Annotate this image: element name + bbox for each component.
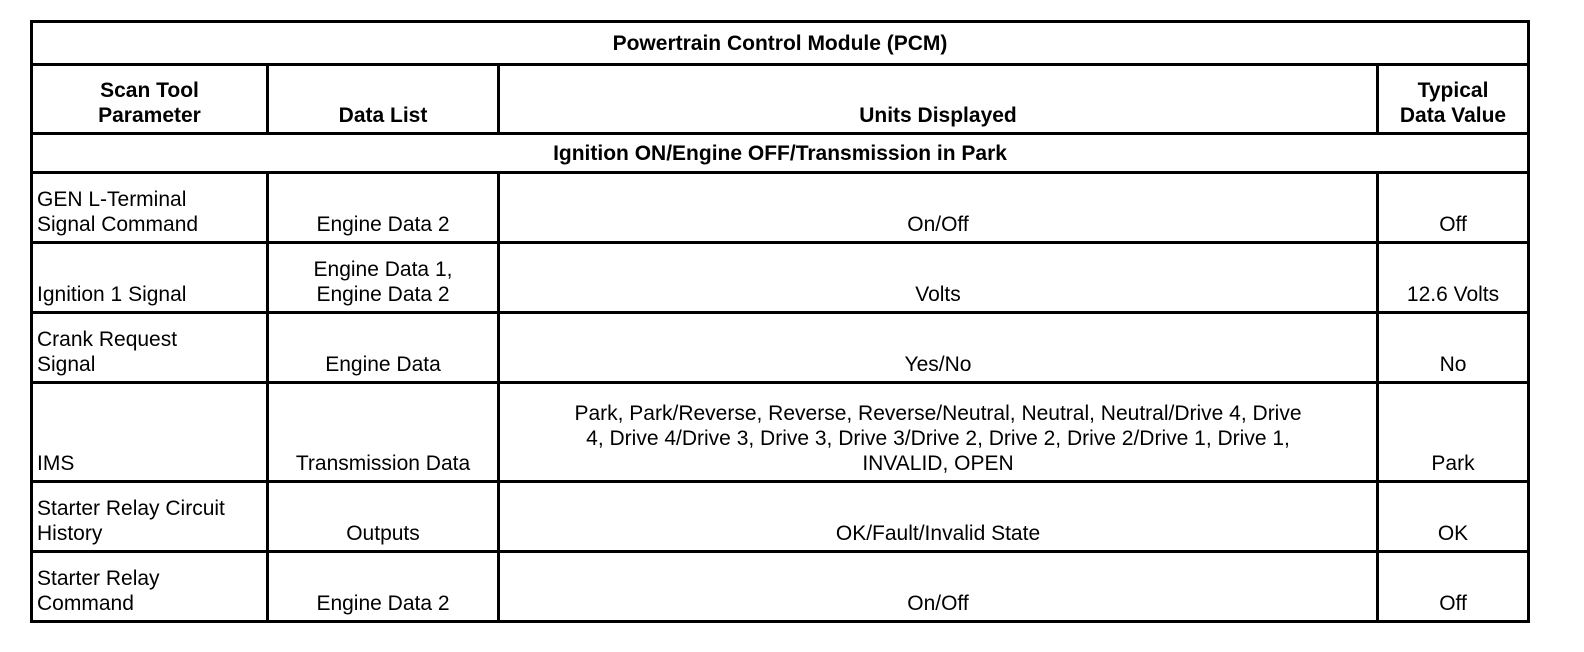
cell-data-list-line: Engine Data 1, (313, 258, 453, 281)
cell-units-displayed (499, 383, 1378, 482)
cell-data-list (268, 482, 499, 552)
cell-parameter-line: Signal (37, 353, 96, 376)
header-data-list: Data List (268, 65, 499, 134)
cell-data-list-line: Engine Data 2 (316, 283, 450, 306)
data-rows (32, 173, 1529, 622)
header-typical-data-value (1378, 65, 1529, 134)
cell-parameter-line: Crank Request (37, 328, 178, 351)
header-units-displayed: Units Displayed (499, 65, 1378, 134)
cell-parameter-line: Signal Command (37, 213, 199, 236)
cell-parameter-line: GEN L-Terminal (37, 188, 187, 211)
table-row (32, 552, 1529, 622)
cell-parameter-line: IMS (37, 452, 75, 475)
cell-data-list-line: Engine Data 2 (316, 213, 450, 236)
cell-data-list-line: Transmission Data (295, 452, 471, 475)
cell-data-list (268, 313, 499, 383)
cell-parameter-line: History (37, 522, 103, 545)
cell-typical-value: No (1378, 313, 1529, 383)
cell-data-list-line: Engine Data (325, 353, 441, 376)
table-row (32, 243, 1529, 313)
cell-units-displayed-line: OK/Fault/Invalid State (835, 522, 1041, 545)
cell-units-displayed-line: 4, Drive 4/Drive 3, Drive 3, Drive 3/Drive 2, Drive 2, Drive 2/Drive 1, Drive 1, (586, 427, 1290, 450)
cell-units-displayed-line: INVALID, OPEN (862, 452, 1014, 475)
table-row (32, 313, 1529, 383)
cell-parameter-line: Starter Relay Circuit (37, 497, 225, 520)
cell-units-displayed-line: On/Off (907, 592, 969, 615)
cell-data-list-line: Outputs (346, 522, 420, 545)
cell-parameter (32, 243, 268, 313)
pcm-data-table (30, 20, 1530, 623)
cell-parameter-line: Starter Relay (37, 567, 160, 590)
cell-parameter (32, 313, 268, 383)
cell-data-list (268, 383, 499, 482)
cell-typical-value: Off (1378, 173, 1529, 243)
cell-typical-value: Off (1378, 552, 1529, 622)
cell-typical-value: 12.6 Volts (1378, 243, 1529, 313)
cell-units-displayed (499, 552, 1378, 622)
title-row (32, 22, 1529, 65)
cell-units-displayed-line: Volts (915, 283, 961, 306)
cell-units-displayed-line: Park, Park/Reverse, Reverse, Reverse/Neutral, Neutral, Neutral/Drive 4, Drive (574, 402, 1302, 425)
cell-parameter-line: Ignition 1 Signal (37, 283, 187, 306)
table-row (32, 482, 1529, 552)
cell-units-displayed (499, 243, 1378, 313)
table-row (32, 383, 1529, 482)
cell-data-list (268, 173, 499, 243)
section-heading: Ignition ON/Engine OFF/Transmission in Park (32, 134, 1529, 173)
header-row (32, 65, 1529, 134)
table-row (32, 173, 1529, 243)
cell-units-displayed-line: Yes/No (904, 353, 972, 376)
header-parameter-line-1: Scan Tool (100, 79, 199, 102)
cell-data-list (268, 552, 499, 622)
cell-parameter (32, 383, 268, 482)
table-title: Powertrain Control Module (PCM) (32, 22, 1529, 65)
cell-units-displayed (499, 313, 1378, 383)
cell-units-displayed (499, 173, 1378, 243)
cell-units-displayed-line: On/Off (907, 213, 969, 236)
cell-parameter (32, 552, 268, 622)
section-row (32, 134, 1529, 173)
cell-parameter (32, 482, 268, 552)
cell-parameter (32, 173, 268, 243)
cell-data-list (268, 243, 499, 313)
cell-data-list-line: Engine Data 2 (316, 592, 450, 615)
header-typical-line-2: Data Value (1399, 104, 1507, 127)
cell-units-displayed (499, 482, 1378, 552)
header-scan-tool-parameter (32, 65, 268, 134)
header-typical-line-1: Typical (1417, 79, 1489, 102)
cell-typical-value: Park (1378, 383, 1529, 482)
cell-parameter-line: Command (37, 592, 134, 615)
header-parameter-line-2: Parameter (98, 104, 201, 127)
cell-typical-value: OK (1378, 482, 1529, 552)
